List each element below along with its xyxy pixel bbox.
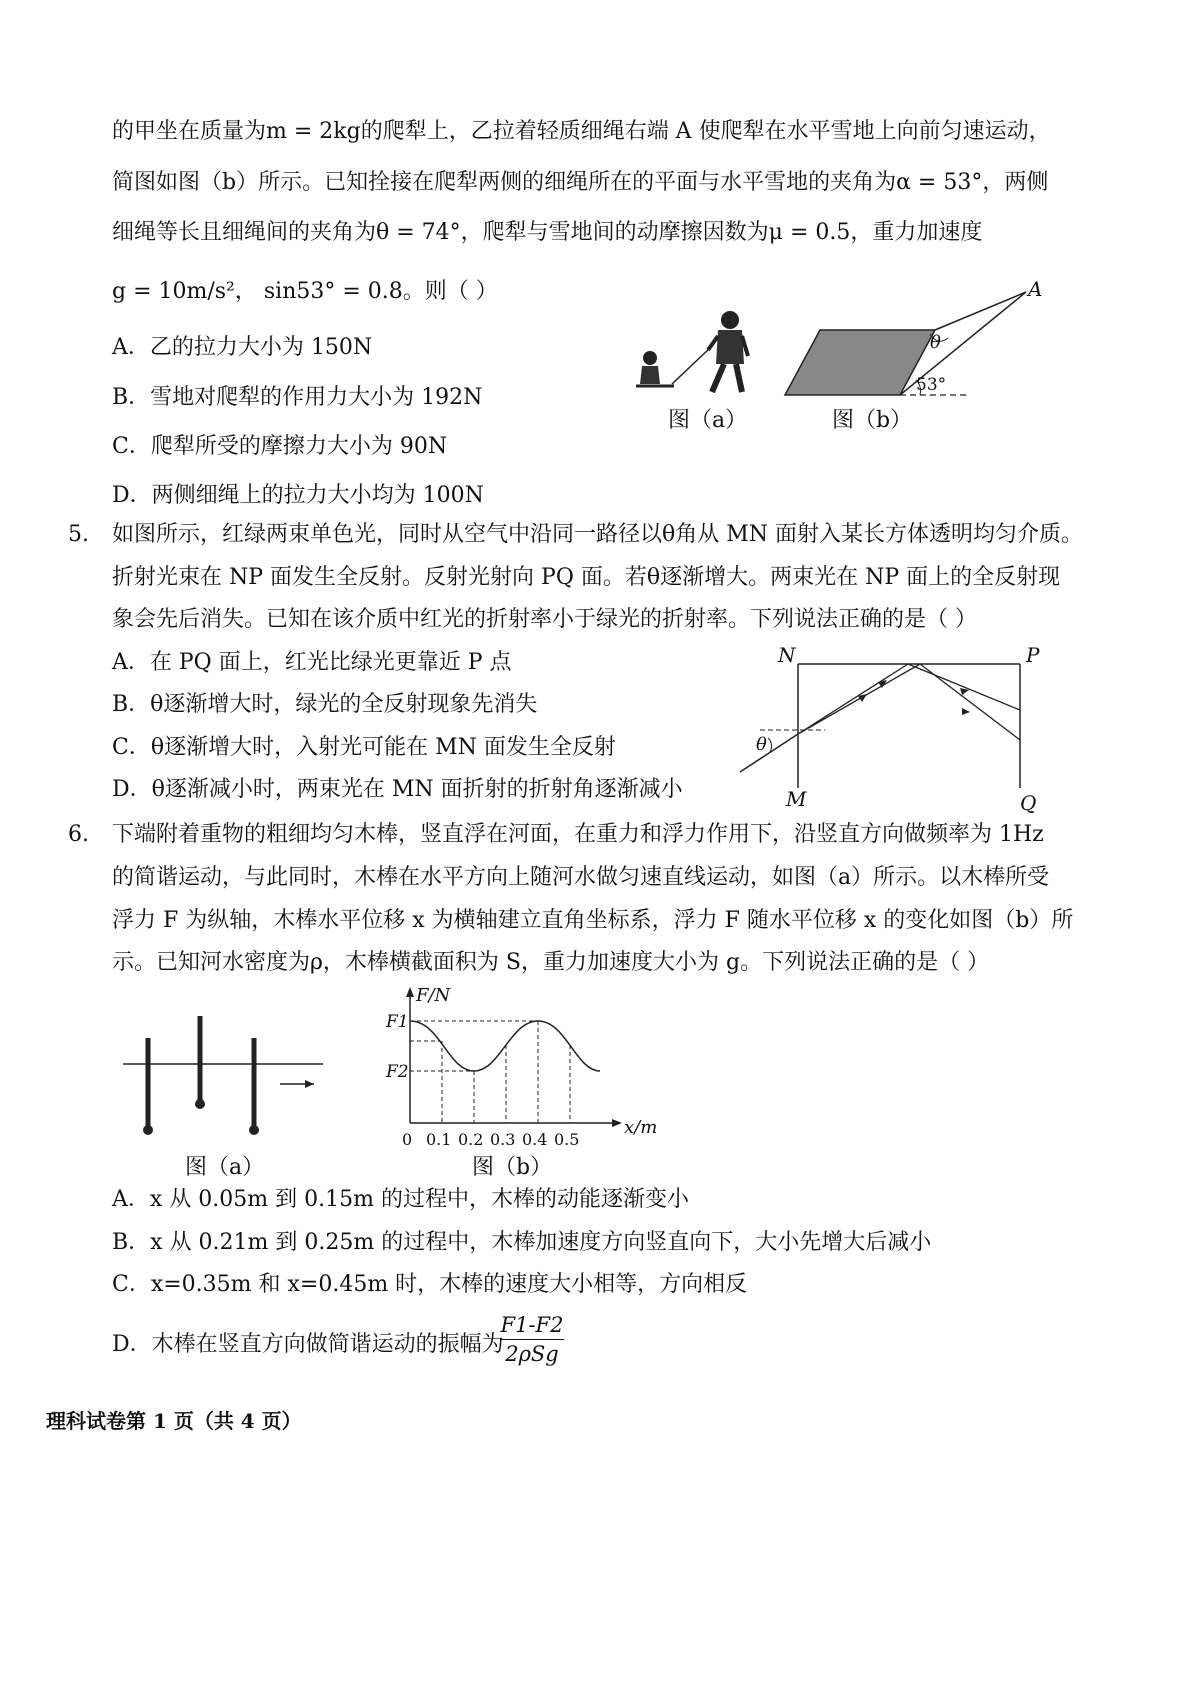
q4-figure-a <box>632 300 762 400</box>
q4-angle-label: 53° <box>916 375 947 395</box>
q4-option-c: C．爬犁所受的摩擦力大小为 90N <box>112 434 448 459</box>
q4-line-2: 简图如图（b）所示。已知拴接在爬犁两侧的细绳所在的平面与水平雪地的夹角为α = 53°，两侧 <box>112 170 1049 195</box>
q4-option-a: A．乙的拉力大小为 150N <box>112 335 373 360</box>
q5-option-d: D．θ逐渐减小时，两束光在 MN 面折射的折射角逐渐减小 <box>112 777 683 802</box>
q6-line-2: 的简谐运动，与此同时，木棒在水平方向上随河水做匀速直线运动，如图（a）所示。以木棒所受 <box>112 865 1050 890</box>
q4-fig-b-caption: 图（b） <box>832 408 913 433</box>
q6-option-a: A．x 从 0.05m 到 0.15m 的过程中，木棒的动能逐渐变小 <box>112 1187 689 1212</box>
q4-line-4: g = 10m/s²， sin53° = 0.8。则（ ） <box>112 279 498 304</box>
q6-fig-b-caption: 图（b） <box>472 1155 553 1180</box>
q6-graph-xtick-4: 0.4 <box>522 1130 548 1149</box>
q5-option-a: A．在 PQ 面上，红光比绿光更靠近 P 点 <box>112 650 512 675</box>
q5-line-1: 如图所示，红绿两束单色光，同时从空气中沿同一路径以θ角从 MN 面射入某长方体透明均匀介质。 <box>112 522 1084 547</box>
q5-number: 5. <box>68 522 89 547</box>
q5-line-2: 折射光束在 NP 面发生全反射。反射光射向 PQ 面。若θ逐渐增大。两束光在 NP 面上的全反射现 <box>112 565 1061 590</box>
q6-option-d: D．木棒在竖直方向做简谐运动的振幅为 <box>112 1332 504 1357</box>
q6-graph-ylabel: F/N <box>416 985 451 1006</box>
q5-label-n: N <box>778 643 796 667</box>
q6-graph-xtick-1: 0.1 <box>426 1130 452 1149</box>
q6-line-3: 浮力 F 为纵轴，木棒水平位移 x 为横轴建立直角坐标系，浮力 F 随水平位移 x 的变化如图（b）所 <box>112 908 1074 933</box>
q4-line-3: 细绳等长且细绳间的夹角为θ = 74°，爬犁与雪地间的动摩擦因数为μ = 0.5，重力加速度 <box>112 220 983 245</box>
q4-figure-b <box>780 277 1043 400</box>
q4-option-b: B．雪地对爬犁的作用力大小为 192N <box>112 385 483 410</box>
q5-option-b: B．θ逐渐增大时，绿光的全反射现象先消失 <box>112 692 538 717</box>
page-footer: 理科试卷第 1 页（共 4 页） <box>46 1409 302 1433</box>
q6-graph-xtick-3: 0.3 <box>490 1130 516 1149</box>
q6-option-b: B．x 从 0.21m 到 0.25m 的过程中，木棒加速度方向竖直向下，大小先增大后减小 <box>112 1230 932 1255</box>
q5-label-p: P <box>1026 643 1040 667</box>
q6-line-1: 下端附着重物的粗细均匀木棒，竖直浮在河面，在重力和浮力作用下，沿竖直方向做频率为 1Hz <box>112 822 1044 847</box>
q4-theta-label: θ <box>930 332 941 353</box>
q4-option-d: D．两侧细绳上的拉力大小均为 100N <box>112 483 484 508</box>
q5-line-3: 象会先后消失。已知在该介质中红光的折射率小于绿光的折射率。下列说法正确的是（ ） <box>112 607 977 632</box>
q6-amplitude-denominator: 2ρSg <box>505 1342 559 1366</box>
q6-graph-xlabel: x/m <box>624 1117 658 1138</box>
q4-fig-a-caption: 图（a） <box>668 408 748 433</box>
q6-fig-a-caption: 图（a） <box>185 1155 265 1180</box>
q6-graph-origin: 0 <box>402 1130 413 1149</box>
q5-label-q: Q <box>1020 791 1037 815</box>
q6-graph-f1: F1 <box>386 1012 409 1032</box>
q5-figure <box>730 643 1060 820</box>
q5-label-theta: θ <box>756 734 767 755</box>
q6-figure-a <box>118 1010 328 1140</box>
q6-graph-f2: F2 <box>386 1062 409 1082</box>
q4-point-a: A <box>1028 277 1043 301</box>
q6-graph-xtick-2: 0.2 <box>458 1130 484 1149</box>
q5-option-c: C．θ逐渐增大时，入射光可能在 MN 面发生全反射 <box>112 735 616 760</box>
q6-graph <box>380 985 670 1155</box>
q4-line-1: 的甲坐在质量为m = 2kg的爬犁上，乙拉着轻质细绳右端 A 使爬犁在水平雪地上向前匀速运动， <box>112 119 1051 144</box>
q5-label-m: M <box>786 787 807 811</box>
q6-graph-xtick-5: 0.5 <box>554 1130 580 1149</box>
q6-number: 6. <box>68 822 89 847</box>
q6-amplitude-fraction <box>500 1313 564 1366</box>
q6-option-c: C．x=0.35m 和 x=0.45m 时，木棒的速度大小相等，方向相反 <box>112 1272 748 1297</box>
q6-line-4: 示。已知河水密度为ρ，木棒横截面积为 S，重力加速度大小为 g。下列说法正确的是（ ） <box>112 950 990 975</box>
q6-amplitude-numerator: F1-F2 <box>500 1313 564 1337</box>
